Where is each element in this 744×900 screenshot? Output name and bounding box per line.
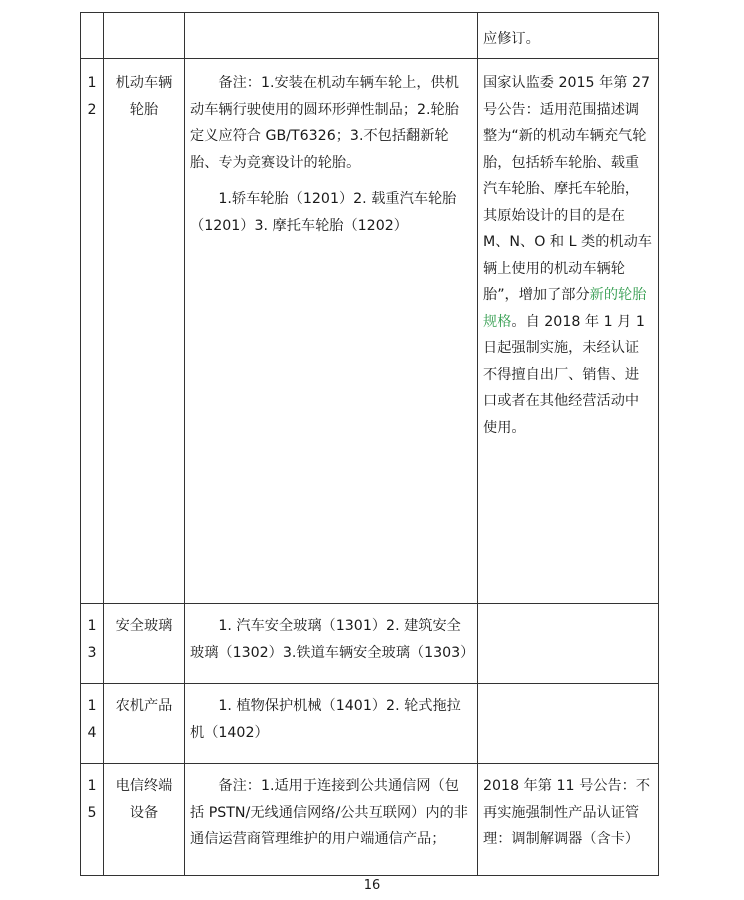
product-description bbox=[185, 59, 478, 604]
row-number bbox=[81, 13, 104, 59]
page-number: 16 bbox=[363, 878, 381, 893]
description-items: 1. 植物保护机械（1401）2. 轮式拖拉机（1402） bbox=[190, 698, 461, 741]
announcement-text-cont: 。自 2018 年 1 月 1 日起强制实施，未经认证不得擅自出厂、销售、进口或者在其他经营活动中使用。 bbox=[483, 313, 645, 436]
announcement-cell bbox=[478, 604, 659, 684]
catalog-table bbox=[80, 12, 659, 876]
announcement-cell: 2018 年第 11 号公告：不再实施强制性产品认证管理：调制解调器（含卡） bbox=[478, 764, 659, 876]
announcement-text: 国家认监委 2015 年第 27 号公告：适用范围描述调整为“新的机动车辆充气轮胎，包括轿车轮胎、载重汽车轮胎、摩托车轮胎，其原始设计的目的是在 M、N、O 和 L 类的机动车辆上使用的机动车辆轮胎”，增加了部分 bbox=[483, 75, 652, 303]
table-row bbox=[81, 604, 659, 684]
row-number: 1 4 bbox=[81, 684, 104, 764]
description-items: 1. 汽车安全玻璃（1301）2. 建筑安全玻璃（1302）3.铁道车辆安全玻璃（1303） bbox=[190, 618, 475, 661]
table-row bbox=[81, 684, 659, 764]
row-number: 1 3 bbox=[81, 604, 104, 684]
product-description bbox=[185, 13, 478, 59]
announcement-cell bbox=[478, 684, 659, 764]
product-name: 农机产品 bbox=[104, 684, 185, 764]
table-row bbox=[81, 764, 659, 876]
product-name bbox=[104, 13, 185, 59]
announcement-cell: 应修订。 bbox=[478, 13, 659, 59]
row-number: 1 2 bbox=[81, 59, 104, 604]
product-name: 电信终端设备 bbox=[104, 764, 185, 876]
table-row bbox=[81, 59, 659, 604]
product-name: 机动车辆轮胎 bbox=[104, 59, 185, 604]
product-name: 安全玻璃 bbox=[104, 604, 185, 684]
description-note: 备注：1.安装在机动车辆车轮上，供机动车辆行驶使用的圆环形弹性制品；2.轮胎定义应符合 GB/T6326；3.不包括翻新轮胎、专为竞赛设计的轮胎。 bbox=[190, 75, 459, 171]
product-description bbox=[185, 604, 478, 684]
tire-spec-link[interactable]: 新的轮胎规格 bbox=[483, 287, 647, 330]
product-description bbox=[185, 764, 478, 876]
product-description bbox=[185, 684, 478, 764]
table-row bbox=[81, 13, 659, 59]
description-note: 备注：1.适用于连接到公共通信网（包括 PSTN/无线通信网络/公共互联网）内的非通信运营商管理维护的用户端通信产品； bbox=[190, 778, 468, 847]
announcement-cell bbox=[478, 59, 659, 604]
row-number: 1 5 bbox=[81, 764, 104, 876]
description-items: 1.轿车轮胎（1201）2. 载重汽车轮胎（1201）3. 摩托车轮胎（1202） bbox=[190, 191, 457, 234]
